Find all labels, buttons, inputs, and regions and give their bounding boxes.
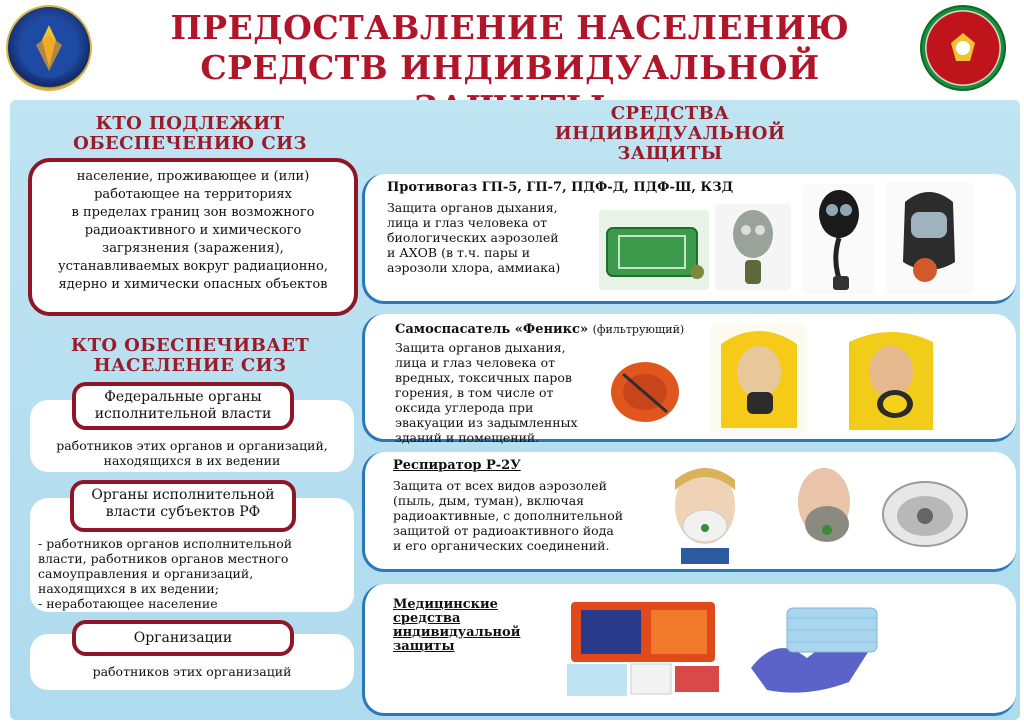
who-subject-heading-line-2: ОБЕСПЕЧЕНИЮ СИЗ <box>73 133 307 154</box>
ppe-heading <box>540 104 800 164</box>
who-provides-heading <box>40 336 340 376</box>
gas-mask-desc-line: аэрозоли хлора, аммиака) <box>387 260 561 275</box>
provider-desc-line: находящихся в их ведении <box>103 453 281 468</box>
provider-regional-label <box>70 480 296 532</box>
ppe-card-gas-mask <box>362 174 1016 304</box>
who-subject-line: радиоактивного и химического <box>84 223 302 238</box>
title-line-1: ПРЕДОСТАВЛЕНИЕ НАСЕЛЕНИЮ <box>170 8 850 47</box>
phoenix-hood-image <box>711 324 807 434</box>
provider-org-desc <box>30 664 354 679</box>
phoenix-pouch-image <box>605 354 685 428</box>
gas-mask-desc-line: лица и глаз человека от <box>387 215 548 230</box>
phoenix-desc-line: горения, в том числе от <box>395 385 554 400</box>
gas-mask-desc-line: биологических аэрозолей <box>387 230 559 245</box>
phoenix-desc-line: Защита органов дыхания, <box>395 340 566 355</box>
first-aid-kit-image <box>561 594 725 706</box>
gloves-mask-image <box>737 594 895 706</box>
respirator-desc <box>393 478 663 553</box>
respirator-desc-line: радиоактивные, с дополнительной <box>393 508 624 523</box>
respirator-desc-line: защитой от радиоактивного йода <box>393 523 614 538</box>
who-subject-heading <box>40 114 340 154</box>
gas-mask-desc-line: Защита органов дыхания, <box>387 200 558 215</box>
respirator-mask-image <box>877 474 973 554</box>
who-subject-text <box>32 168 354 294</box>
medical-title-line: средства <box>393 611 461 626</box>
who-subject-line: устанавливаемых вокруг радиационно, <box>57 259 329 274</box>
who-subject-line: население, проживающее и (или) <box>76 169 310 184</box>
provider-desc-line: - неработающее население <box>38 596 218 611</box>
provider-label-line: Организации <box>133 630 233 646</box>
who-subject-box <box>28 158 358 316</box>
phoenix-worn-image <box>835 326 947 434</box>
phoenix-desc-line: зданий и помещений. <box>395 430 540 445</box>
ppe-heading-line-2: ИНДИВИДУАЛЬНОЙ <box>554 123 786 144</box>
phoenix-desc-line: эвакуации из задымленных <box>395 415 578 430</box>
phoenix-desc-line: лица и глаз человека от <box>395 355 556 370</box>
respirator-child-image <box>657 460 753 564</box>
who-subject-heading-line-1: КТО ПОДЛЕЖИТ <box>95 113 285 134</box>
pdf-child-mask-image <box>885 182 973 294</box>
gas-mask-title: Противогаз ГП-5, ГП-7, ПДФ-Д, ПДФ-Ш, КЗД <box>387 180 734 195</box>
provider-desc-line: - работников органов исполнительной <box>38 536 293 551</box>
provider-federal-desc <box>30 438 354 468</box>
provider-label-line: исполнительной власти <box>94 406 272 422</box>
provider-desc-line: самоуправления и организаций, <box>38 566 254 581</box>
kzd-kit-image <box>599 210 709 290</box>
provider-org-label <box>72 620 294 656</box>
ppe-heading-line-3: ЗАЩИТЫ <box>617 143 723 164</box>
who-subject-line: работающее на территориях <box>94 187 292 202</box>
phoenix-title <box>395 322 695 337</box>
provider-label-line: Федеральные органы <box>104 389 262 405</box>
provider-desc-line: власти, работников органов местного <box>38 551 289 566</box>
ppe-heading-line-1: СРЕДСТВА <box>610 103 730 124</box>
provider-label-line: Органы исполнительной <box>91 487 275 503</box>
respirator-mannequin-image <box>781 462 867 562</box>
phoenix-desc-line: вредных, токсичных паров <box>395 370 572 385</box>
respirator-title: Респиратор Р-2У <box>393 458 521 473</box>
who-subject-line: в пределах границ зон возможного <box>71 205 315 220</box>
provider-label-line: власти субъектов РФ <box>105 504 261 520</box>
ppe-card-phoenix <box>362 314 1016 445</box>
gas-mask-desc-line: и АХОВ (в т.ч. пары и <box>387 245 531 260</box>
phoenix-desc <box>395 340 605 445</box>
gp7-mask-image <box>803 184 875 294</box>
gps-agency-emblem-icon <box>920 5 1006 91</box>
gas-mask-desc <box>387 200 597 275</box>
medical-title-line: Медицинские <box>393 597 498 612</box>
who-provides-heading-line-1: КТО ОБЕСПЕЧИВАЕТ <box>70 335 310 356</box>
phoenix-title-text: Самоспасатель «Феникс» <box>395 322 589 337</box>
gp5-mask-image <box>715 204 791 290</box>
provider-desc-line: работников этих органов и организаций, <box>56 438 328 453</box>
respirator-desc-line: и его органических соединений. <box>393 538 610 553</box>
who-subject-line: загрязнения (заражения), <box>102 241 284 256</box>
phoenix-desc-line: оксида углерода при <box>395 400 534 415</box>
ppe-card-respirator <box>362 452 1016 572</box>
phoenix-title-suffix: (фильтрующий) <box>592 323 685 336</box>
medical-title <box>393 598 543 654</box>
medical-title-line: защиты <box>393 639 455 654</box>
ppe-card-medical <box>362 584 1016 716</box>
who-subject-line: ядерно и химически опасных объектов <box>58 277 328 292</box>
title-line-2: СРЕДСТВ ИНДИВИДУАЛЬНОЙ <box>200 48 820 87</box>
provider-regional-desc <box>38 536 354 611</box>
provider-desc-line: работников этих организаций <box>92 664 292 679</box>
respirator-desc-line: (пыль, дым, туман), включая <box>393 493 585 508</box>
medical-title-line: индивидуальной <box>393 625 521 640</box>
provider-federal-label <box>72 382 294 430</box>
who-provides-heading-line-2: НАСЕЛЕНИЕ СИЗ <box>93 355 287 376</box>
respirator-desc-line: Защита от всех видов аэрозолей <box>393 478 608 493</box>
mchs-emblem-icon <box>6 5 92 91</box>
provider-desc-line: находящихся в их ведении; <box>38 581 219 596</box>
